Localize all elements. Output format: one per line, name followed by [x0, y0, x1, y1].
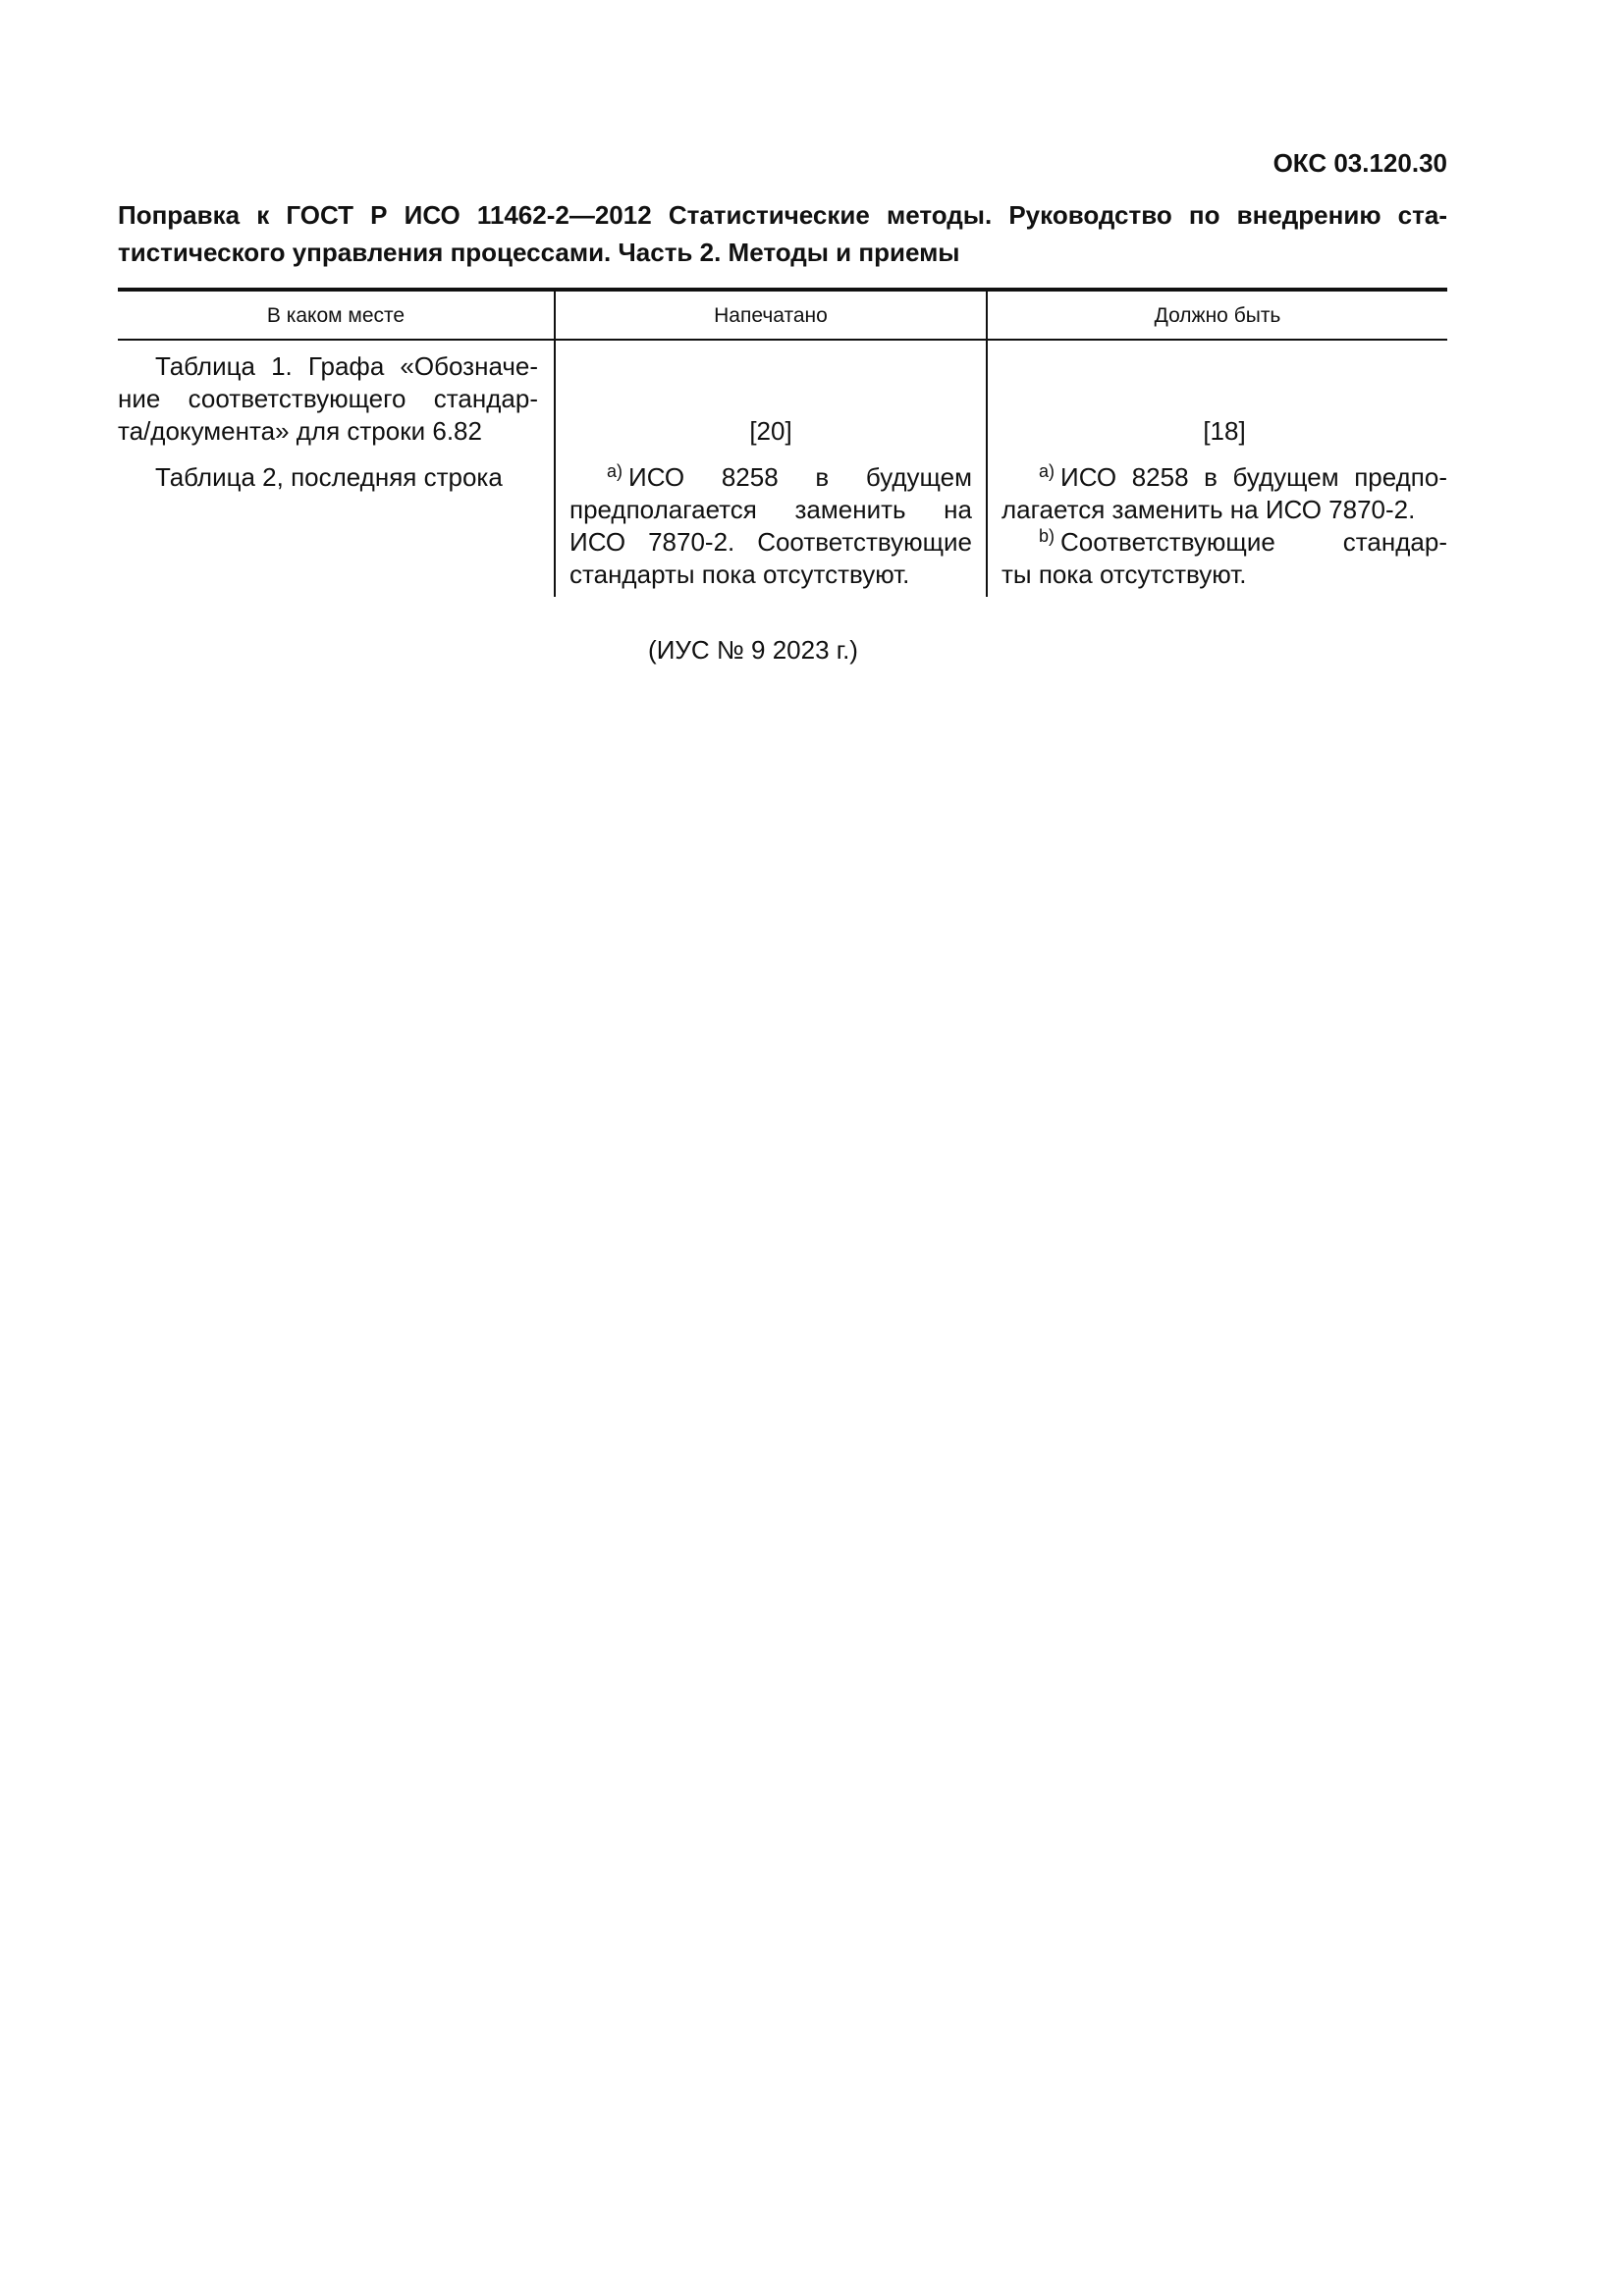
cell-should-be — [987, 448, 1447, 597]
header-printed: Напечатано — [555, 290, 987, 340]
should-be-line-text: ИСО 8258 в будущем предпо- — [1060, 462, 1447, 492]
amendment-title — [118, 196, 1447, 271]
amendment-title-line-1: Поправка к ГОСТ Р ИСО 11462-2—2012 Статистические методы. Руководство по внедрению ста- — [118, 200, 1447, 230]
cell-where — [118, 340, 555, 448]
header-where: В каком месте — [118, 290, 555, 340]
classification-code: ОКС 03.120.30 — [1272, 148, 1447, 178]
should-be-line: лагается заменить на ИСО 7870-2. — [1001, 495, 1416, 524]
where-line: Таблица 1. Графа «Обозначе- — [155, 351, 538, 381]
printed-line: предполагается заменить на — [569, 495, 972, 524]
table-row — [118, 448, 1447, 597]
should-be-line — [1001, 526, 1447, 559]
amendment-title-line-2: тистического управления процессами. Часть 2. Методы и приемы — [118, 238, 960, 267]
cell-printed — [555, 448, 987, 597]
where-line: ние соответствующего стандар- — [118, 384, 538, 413]
cell-should-be: [18] — [987, 340, 1447, 448]
where-line: та/документа» для строки 6.82 — [118, 416, 482, 446]
corrections-table — [118, 288, 1447, 597]
printed-line-text: ИСО 8258 в будущем — [628, 462, 972, 492]
footnote-mark: a) — [1039, 461, 1056, 481]
source-reference-text: (ИУС № 9 2023 г.) — [648, 635, 858, 665]
should-be-line — [1001, 461, 1447, 494]
cell-where: Таблица 2, последняя строка — [155, 462, 503, 492]
header-should-be: Должно быть — [987, 290, 1447, 340]
table-header-row — [118, 290, 1447, 340]
footnote-mark: a) — [607, 461, 623, 481]
printed-line: ИСО 7870-2. Соответствующие — [569, 527, 972, 557]
printed-line — [569, 461, 972, 494]
footnote-mark: b) — [1039, 526, 1056, 546]
should-be-line-text: Соответствующие стандар- — [1060, 527, 1447, 557]
printed-line: стандарты пока отсутствуют. — [569, 560, 910, 589]
table-row — [118, 340, 1447, 448]
source-reference — [118, 634, 1447, 666]
cell-printed: [20] — [555, 340, 987, 448]
should-be-line: ты пока отсутствуют. — [1001, 560, 1247, 589]
